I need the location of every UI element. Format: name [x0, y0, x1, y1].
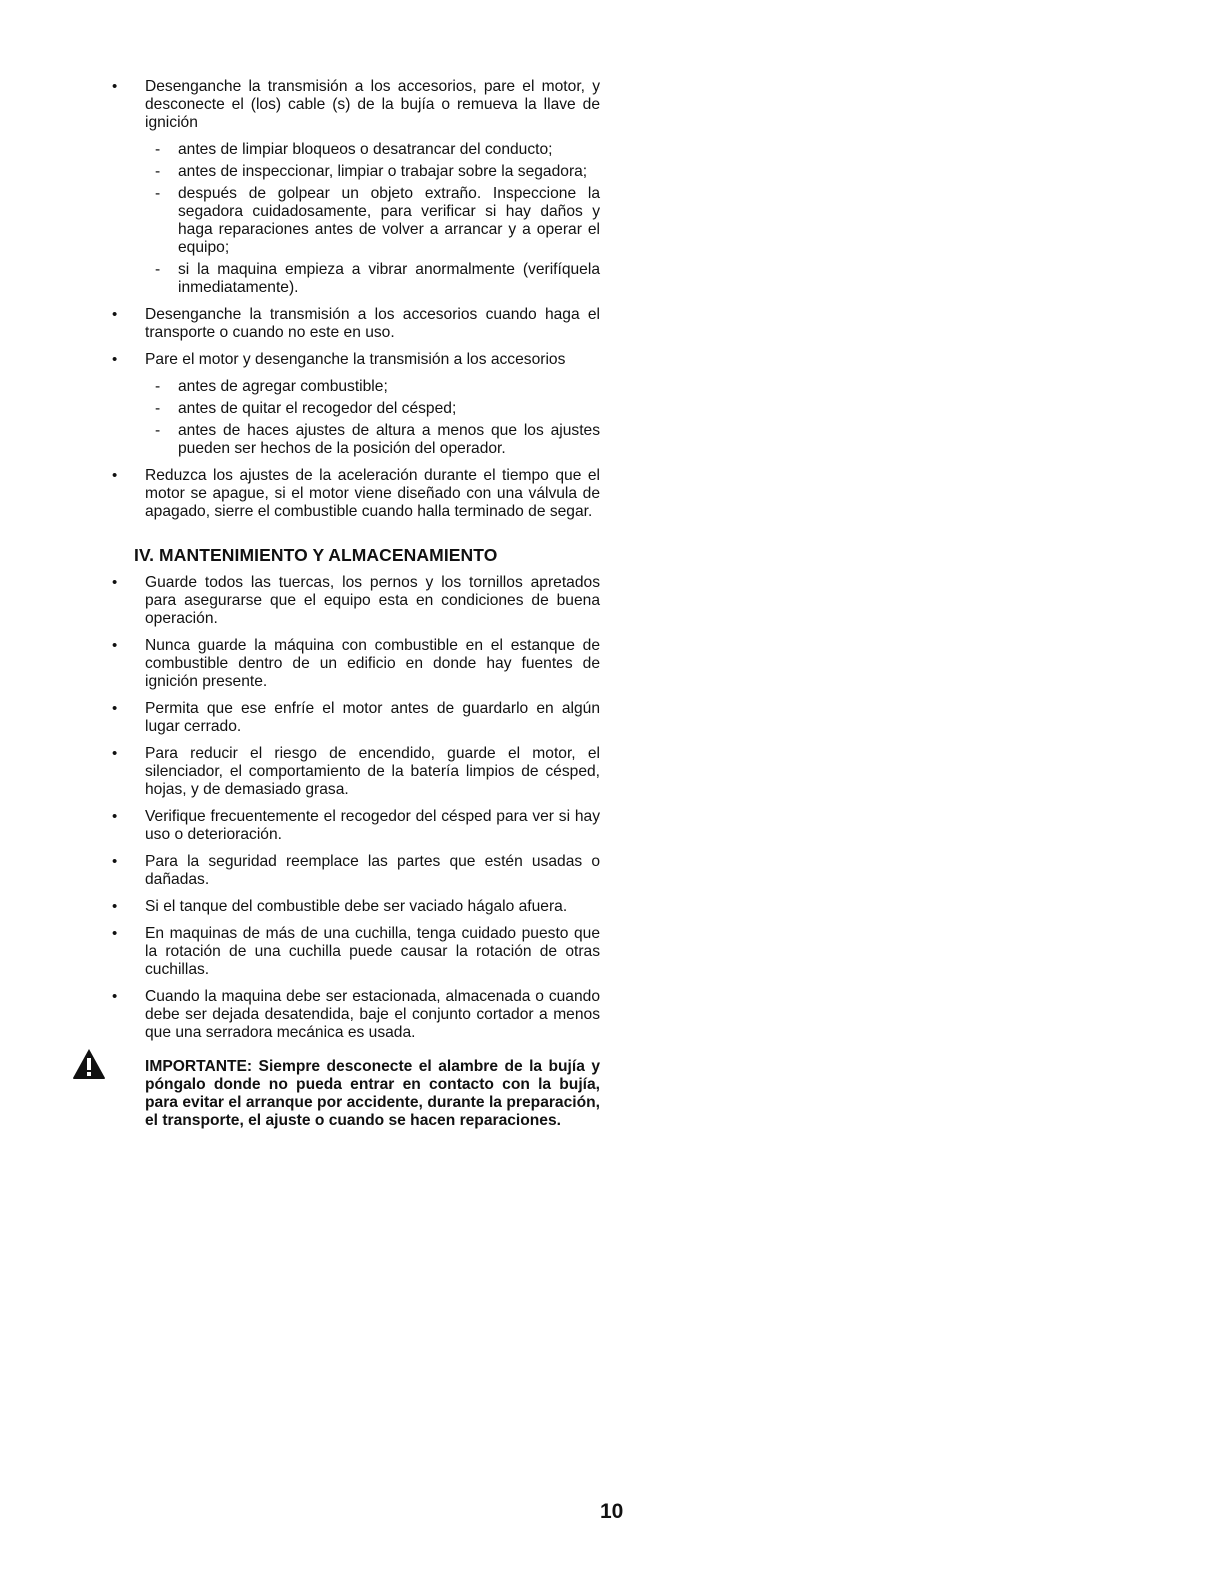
sub-item: - antes de agregar combustible;	[155, 378, 388, 395]
bullet-icon: •	[112, 467, 118, 484]
list-item: • En maquinas de más de una cuchilla, tenga cuidado puesto que la rotación de una cuchilla puede causar la rotación de otras cuchillas.	[112, 925, 600, 978]
bullet-text: Reduzca los ajustes de la aceleración durante el tiempo que el motor se apague, si el motor viene diseñado con una válvula de apagado, sierre el combustible cuando halla terminado de segar.	[145, 467, 600, 520]
bullet-icon: •	[112, 700, 118, 717]
bullet-text: Pare el motor y desenganche la transmisión a los accesorios	[145, 351, 566, 368]
bullet-icon: •	[112, 574, 118, 591]
list-item: • Para la seguridad reemplace las partes que estén usadas o dañadas.	[112, 853, 600, 888]
list-item	[110, 306, 600, 342]
list-item: • Verifique frecuentemente el recogedor del césped para ver si hay uso o deterioración.	[112, 808, 600, 843]
list-item	[110, 351, 600, 458]
sub-item: - si la maquina empieza a vibrar anormalmente (verifíquela inmediatamente).	[155, 261, 600, 296]
list-item	[110, 78, 600, 297]
sub-item: - antes de haces ajustes de altura a menos que los ajustes pueden ser hechos de la posición del operador.	[155, 422, 600, 457]
important-text: IMPORTANTE: Siempre desconecte el alambre de la bujía y póngalo donde no pueda entrar en contacto con la bujía, para evitar el arranque por accidente, durante la preparación, el transporte, el ajuste o cuando se hacen reparaciones.	[145, 1058, 600, 1129]
bullet-icon: •	[112, 988, 118, 1005]
list-item: • Si el tanque del combustible debe ser vaciado hágalo afuera.	[112, 898, 568, 915]
sub-item: - antes de inspeccionar, limpiar o trabajar sobre la segadora;	[155, 163, 588, 180]
bullet-icon: •	[112, 745, 118, 762]
bullet-icon: •	[112, 808, 118, 825]
content-column	[110, 78, 600, 1130]
bullet-icon: •	[112, 351, 118, 368]
sub-item: - antes de limpiar bloqueos o desatrancar del conducto;	[155, 141, 553, 158]
section-heading: IV. MANTENIMIENTO Y ALMACENAMIENTO	[134, 545, 498, 565]
sub-item: - después de golpear un objeto extraño. Inspeccione la segadora cuidadosamente, para verificar si hay daños y haga reparaciones antes de volver a arrancar y a operar el equipo;	[155, 185, 600, 256]
list-item: • Permita que ese enfríe el motor antes de guardarlo en algún lugar cerrado.	[112, 700, 600, 735]
bullet-icon: •	[112, 78, 118, 95]
sub-item: - antes de quitar el recogedor del césped;	[155, 400, 457, 417]
bullet-icon: •	[112, 925, 118, 942]
important-notice	[110, 1058, 600, 1130]
sub-list	[145, 378, 600, 458]
page-number: 10	[600, 1500, 624, 1523]
bullet-icon: •	[112, 306, 118, 323]
bullet-text: Desenganche la transmisión a los accesorios, pare el motor, y desconecte el (los) cable (s) de la bujía o remueva la llave de ignición	[145, 78, 600, 131]
bullet-icon: •	[112, 853, 118, 870]
bullet-icon: •	[112, 637, 118, 654]
warning-triangle-icon	[72, 1048, 106, 1080]
list-item: • Cuando la maquina debe ser estacionada, almacenada o cuando debe ser dejada desatendida, baje el conjunto cortador a menos que una serradora mecánica es usada.	[112, 988, 600, 1041]
list-item: • Para reducir el riesgo de encendido, guarde el motor, el silenciador, el comportamiento de la batería limpios de césped, hojas, y de demasiado grasa.	[112, 745, 600, 798]
bullet-icon: •	[112, 898, 118, 915]
list-item	[110, 467, 600, 521]
bullet-text: Desenganche la transmisión a los accesorios cuando haga el transporte o cuando no este en uso.	[145, 306, 600, 341]
list-item: • Nunca guarde la máquina con combustible en el estanque de combustible dentro de un edificio en donde hay fuentes de ignición presente.	[112, 637, 600, 690]
sub-list	[145, 141, 600, 297]
list-item: • Guarde todos las tuercas, los pernos y los tornillos apretados para asegurarse que el equipo esta en condiciones de buena operación.	[112, 574, 600, 627]
